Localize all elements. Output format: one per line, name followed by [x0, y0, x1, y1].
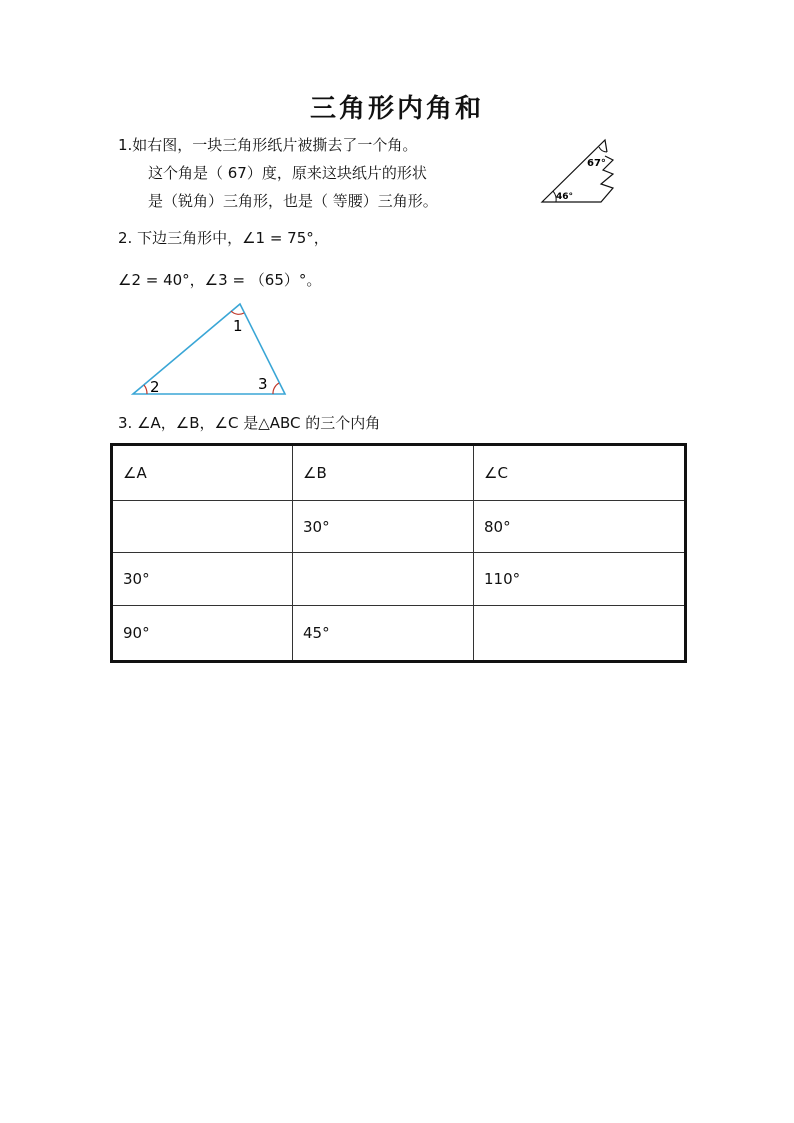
table-cell: 30°: [293, 500, 474, 553]
torn-triangle-figure: [535, 130, 625, 210]
table-cell: 90°: [112, 606, 293, 662]
angle-3-arc: [273, 383, 279, 394]
table-cell: [474, 606, 686, 662]
table-row: [112, 553, 686, 606]
angle-2-arc: [144, 385, 147, 394]
table-cell: [112, 500, 293, 553]
q1-line-3: 是（锐角）三角形，也是（ 等腰）三角形。: [148, 192, 438, 210]
q2-line-2: ∠2 = 40°，∠3 = （65）°。: [118, 271, 322, 289]
q3-line-1: 3. ∠A，∠B，∠C 是△ABC 的三个内角: [118, 414, 381, 432]
angles-table: [110, 443, 687, 663]
table-cell: 45°: [293, 606, 474, 662]
table-cell: 30°: [112, 553, 293, 606]
table-cell: 110°: [474, 553, 686, 606]
bottom-angle-label: 46°: [556, 192, 574, 202]
q2-line-1: 2. 下边三角形中，∠1 = 75°，: [118, 229, 329, 247]
triangle-123-figure: [128, 298, 293, 400]
q1-line-1: 1.如右图，一块三角形纸片被撕去了一个角。: [118, 136, 418, 154]
table-row: [112, 606, 686, 662]
top-angle-label: 67°: [587, 158, 606, 169]
table-cell: 80°: [474, 500, 686, 553]
header-angle-b: ∠B: [293, 445, 474, 501]
angle-2-label: 2: [150, 378, 160, 396]
angle-1-arc: [231, 311, 244, 314]
table-cell: [293, 553, 474, 606]
angle-3-label: 3: [258, 375, 268, 393]
q1-line-2: 这个角是（ 67）度，原来这块纸片的形状: [148, 164, 427, 182]
table-row: [112, 500, 686, 553]
header-angle-c: ∠C: [474, 445, 686, 501]
table-header-row: [112, 445, 686, 501]
header-angle-a: ∠A: [112, 445, 293, 501]
page-title: 三角形内角和: [309, 94, 484, 124]
angle-1-label: 1: [233, 317, 243, 335]
